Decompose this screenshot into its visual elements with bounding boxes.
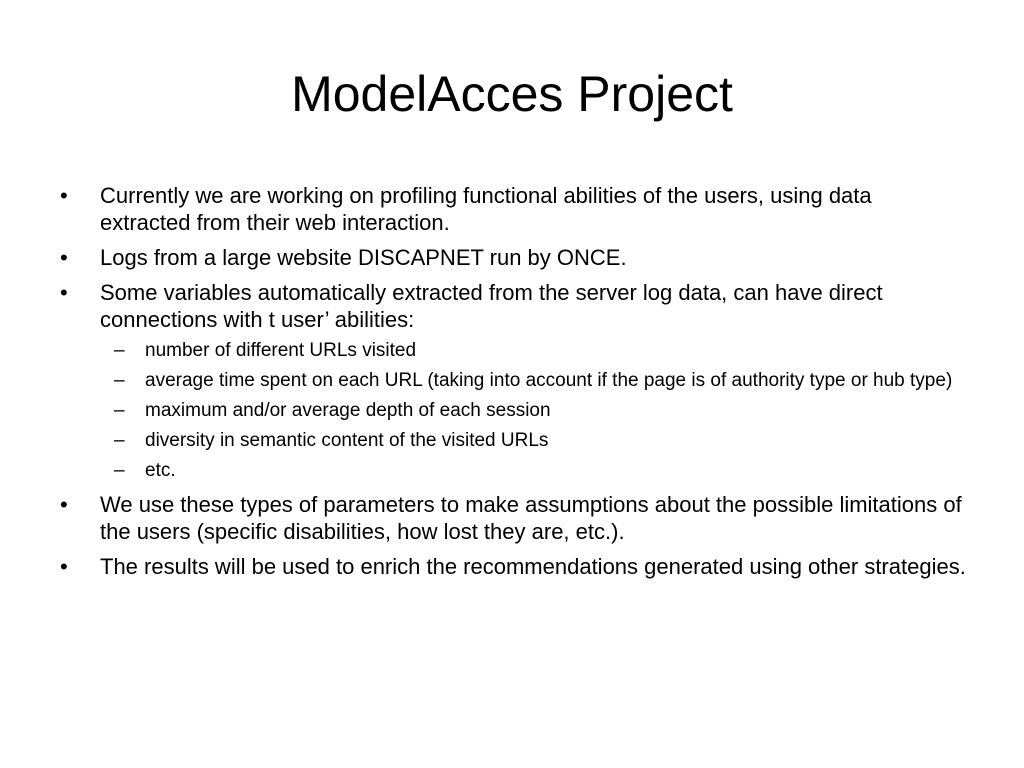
- bullet-marker: •: [60, 554, 68, 579]
- sub-bullet-text: maximum and/or average depth of each session: [145, 400, 551, 421]
- bullet-marker: •: [60, 492, 68, 517]
- bullet-text: Some variables automatically extracted from the server log data, can have direct connections with t user’ abilities:: [100, 280, 883, 332]
- sub-bullet-item: [100, 459, 968, 483]
- bullet-text: Logs from a large website DISCAPNET run by ONCE.: [100, 245, 627, 270]
- sub-bullet-list: [100, 339, 968, 483]
- sub-bullet-text: average time spent on each URL (taking into account if the page is of authority type or hub type): [145, 370, 953, 391]
- bullet-item: [58, 182, 968, 236]
- bullet-text: Currently we are working on profiling functional abilities of the users, using data extracted from their web interaction.: [100, 183, 872, 235]
- sub-bullet-item: [100, 339, 968, 363]
- bullet-marker: •: [60, 245, 68, 270]
- sub-bullet-marker: –: [114, 340, 125, 361]
- sub-bullet-item: [100, 399, 968, 423]
- bullet-marker: •: [60, 183, 68, 208]
- sub-bullet-item: [100, 369, 968, 393]
- slide-body: [58, 182, 968, 588]
- sub-bullet-marker: –: [114, 430, 125, 451]
- sub-bullet-marker: –: [114, 460, 125, 481]
- bullet-item: [58, 279, 968, 483]
- sub-bullet-marker: –: [114, 400, 125, 421]
- sub-bullet-marker: –: [114, 370, 125, 391]
- bullet-text: The results will be used to enrich the recommendations generated using other strategies.: [100, 554, 966, 579]
- sub-bullet-text: diversity in semantic content of the visited URLs: [145, 430, 549, 451]
- bullet-marker: •: [60, 280, 68, 305]
- bullet-item: [58, 244, 968, 271]
- bullet-item: [58, 553, 968, 580]
- bullet-text: We use these types of parameters to make assumptions about the possible limitations of the users (specific disabilities, how lost they are, etc.).: [100, 492, 962, 544]
- sub-bullet-item: [100, 429, 968, 453]
- bullet-item: [58, 491, 968, 545]
- sub-bullet-text: etc.: [145, 460, 176, 481]
- slide-title: ModelAcces Project: [291, 66, 733, 122]
- sub-bullet-text: number of different URLs visited: [145, 340, 417, 361]
